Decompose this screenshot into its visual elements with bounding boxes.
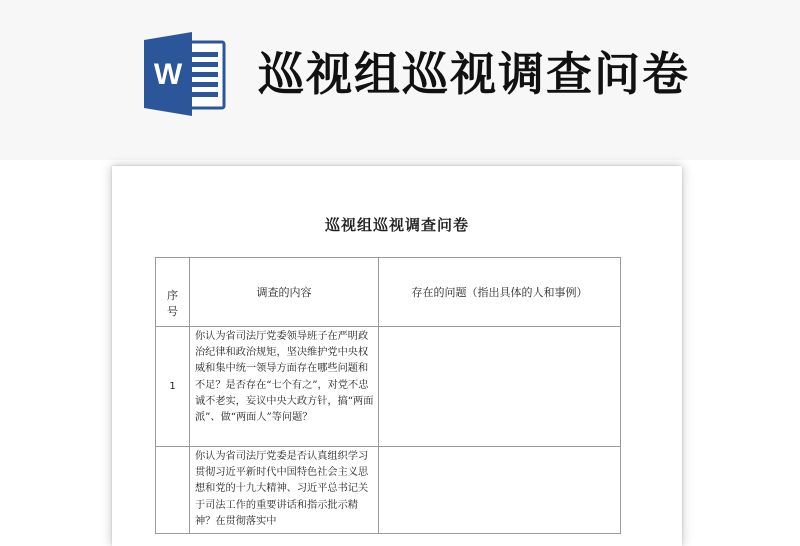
row-problem-cell[interactable] <box>379 447 621 534</box>
header-problem-cell: 存在的问题（指出具体的人和事例） <box>379 258 621 327</box>
row-number-cell: 1 <box>156 327 190 447</box>
document-page[interactable] <box>112 166 682 546</box>
table-row <box>156 447 621 534</box>
row-content-cell: 你认为省司法厅党委是否认真组织学习贯彻习近平新时代中国特色社会主义思想和党的十九大精神、习近平总书记关于司法工作的重要讲话和指示批示精神？在贯彻落实中 <box>190 447 379 534</box>
word-logo-icon <box>142 32 228 116</box>
header-no-label: 序号 <box>167 289 178 318</box>
row-problem-cell[interactable] <box>379 327 621 447</box>
banner-header <box>0 0 800 160</box>
row-content-cell: 你认为省司法厅党委领导班子在严明政治纪律和政治规矩，坚决维护党中央权威和集中统一领导方面存在哪些问题和不足？是否存在“七个有之”，对党不忠诚不老实，妄议中央大政方针，搞“两面派”、做“两面人”等问题？ <box>190 327 379 447</box>
header-no-cell <box>156 258 190 327</box>
table-header-row <box>156 258 621 327</box>
svg-text:W: W <box>153 58 183 91</box>
banner-title: 巡视组巡视调查问卷 <box>258 47 690 101</box>
survey-table <box>155 257 621 534</box>
row-number-cell <box>156 447 190 534</box>
table-row <box>156 327 621 447</box>
header-content-cell: 调查的内容 <box>190 258 379 327</box>
document-title: 巡视组巡视调查问卷 <box>324 216 469 234</box>
